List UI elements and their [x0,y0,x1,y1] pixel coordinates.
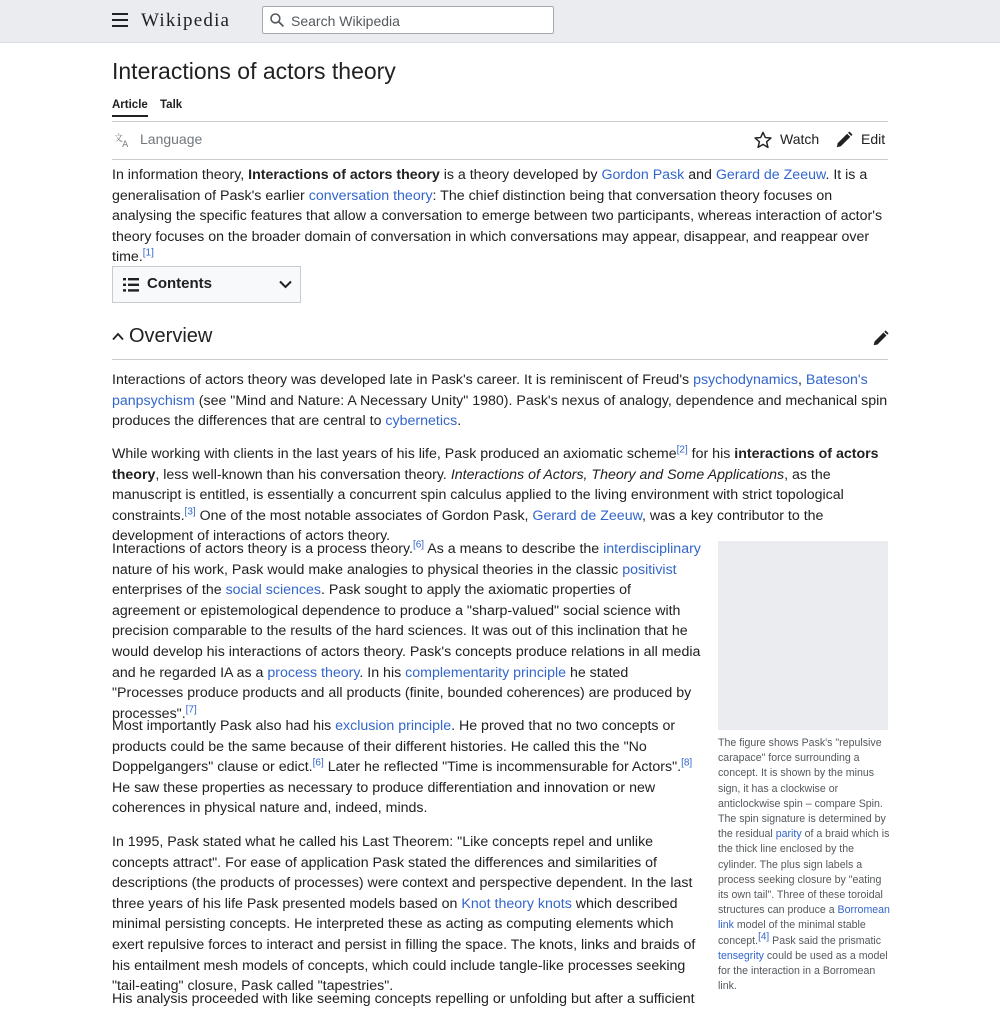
text: for his [687,446,735,462]
page-toolbar [112,121,888,160]
search-icon [269,12,285,28]
text: In 1995, Pask stated what he called his Last Theorem: "Like concepts repel and unlike concepts attract". For ease of application Pask stated the differences and similarities of descriptions (the products of processes) were context and perspective dependent. In the last three years of his life Pask presented models based on [112,834,693,912]
link-batesons-panpsychism[interactable]: Bateson's panpsychism [112,372,868,409]
section-title: Overview [129,325,213,347]
contents-toggle[interactable] [112,266,301,303]
link-borromean-link[interactable]: Borromean link [718,904,890,932]
text: nature of his work, Pask would make analogies to physical theories in the classic [112,561,623,578]
watch-button[interactable] [754,131,819,149]
link-cybernetics[interactable]: cybernetics [385,413,458,430]
text: enterprises of the [112,582,226,599]
text: Pask said the prismatic [769,934,882,947]
text: , was a key contributor to the development of interactions of actors theory. [112,507,824,545]
text: While working with clients in the last years of his life, Pask produced an axiomatic scheme [112,446,677,462]
reference-link[interactable]: [6] [312,757,324,769]
link-gerard-de-zeeuw[interactable]: Gerard de Zeeuw [715,167,826,183]
link-positivist[interactable]: positivist [622,561,677,578]
text: is a theory developed by [439,167,602,183]
main-menu-button[interactable] [112,13,128,27]
text: As a means to describe the [424,541,604,557]
figure-caption [718,736,890,994]
text: : The chief distinction being that conversation theory focuses on analysing the specific features that allow a conversation to emerge between two participants, whereas interaction of actor's theory focuses on the broader domain of conversation in which conversations may appear, disappear, and reappear over time. [112,187,883,266]
text: . In his [359,664,406,681]
reference-link[interactable]: [3] [184,506,196,518]
reference-link[interactable]: [7] [185,704,197,716]
chevron-up-icon[interactable] [112,332,124,341]
link-psychodynamics[interactable]: psychodynamics [693,372,798,388]
link-tensegrity[interactable]: tensegrity [718,949,764,962]
search-box[interactable] [262,6,554,34]
link-parity[interactable]: parity [775,828,802,841]
chevron-down-icon [279,280,292,289]
text: of a braid which is the thick line enclosed by the cylinder. The plus sign labels a process seeking closure by "eating its own tail". Three of these toroidal structures can produce a [718,828,890,917]
page-tabs [112,99,888,122]
text: . It is a generalisation of Pask's earlier [112,167,868,204]
text: could be used as a model for the interaction in a Borromean link. [718,949,888,993]
text: His analysis proceeded with like seeming concepts repelling or unfolding but after a sufficient [112,991,695,1007]
link-complementarity-principle[interactable]: complementarity principle [405,664,566,681]
language-button[interactable] [114,131,202,148]
overview-paragraph-4 [112,716,702,819]
menu-line [112,13,128,15]
watch-label: Watch [780,131,820,147]
bold-term: Interactions of actors theory [248,167,440,183]
text: Later he reflected "Time is incommensurable for Actors". [323,759,682,776]
overview-paragraph-2 [112,444,888,547]
link-exclusion-principle[interactable]: exclusion principle [335,718,452,734]
link-interdisciplinary[interactable]: interdisciplinary [603,541,701,557]
edit-button[interactable] [835,131,885,149]
text: The figure shows Pask's "repulsive carapace" force surrounding a concept. It is shown by the minus sign, it has a clockwise or anticlockwise spin – compare Spin. The spin signature is determined by the residual [718,737,886,841]
overview-paragraph-5 [112,832,702,997]
text: which described minimal persisting concepts. He interpreted these as acting as computing elements which exert repulsive forces to interact and persist in filling the space. The knots, links and braids of his entailment mesh models of concepts, which could include tangle-like processes seeking "tail-eating" closure, Pask called "tapestries". [112,895,696,995]
overview-paragraph-1 [112,370,888,432]
bold-term: interactions of actors theory [112,446,879,483]
link-gordon-pask[interactable]: Gordon Pask [601,167,685,183]
text: In information theory, [112,167,249,183]
text: . He proved that no two concepts or products could be the same because of their different histories. He called this the "No Doppelgangers" clause or edict. [112,718,676,776]
text: , as the manuscript is entitled, is essentially a concurrent spin calculus applied to the living environment with strict topological constraints. [112,466,844,524]
star-icon [754,131,772,149]
link-conversation-theory[interactable]: conversation theory [308,187,433,204]
reference-link[interactable]: [1] [142,247,154,259]
link-gerard-de-zeeuw[interactable]: Gerard de Zeeuw [532,507,643,524]
wikipedia-wordmark[interactable]: Wikipedia [141,10,231,31]
reference-link[interactable]: [4] [758,931,770,943]
svg-text:文: 文 [114,134,123,145]
tab-article[interactable]: Article [112,99,148,117]
contents-label: Contents [147,275,212,292]
overview-paragraph-3 [112,539,702,724]
text: , [797,372,806,388]
text: , less well-known than his conversation theory. [155,466,451,483]
language-icon [114,132,132,148]
edit-label: Edit [861,131,886,147]
manuscript-title: Interactions of Actors, Theory and Some Applications [450,466,785,483]
text: (see "Mind and Nature: A Necessary Unity" 1980). Pask's nexus of analogy, dependence and mechanical spin produces the differences that are central to [112,392,888,430]
section-edit-icon[interactable] [872,330,889,347]
text: and [684,167,716,183]
reference-link[interactable]: [6] [412,539,425,551]
section-heading-overview [112,322,888,360]
language-label: Language [140,131,203,147]
link-social-sciences[interactable]: social sciences [225,582,321,599]
link-process-theory[interactable]: process theory [267,664,360,681]
list-icon [123,278,139,292]
top-bar [0,0,1000,43]
search-input[interactable] [289,10,548,32]
link-knot-theory[interactable]: Knot theory knots [461,895,572,912]
text: . Pask sought to apply the axiomatic properties of agreement or epistemological dependence to produce a "sharp-valued" social science with precision comparable to the results of the hard sciences. It was out of this inclination that he would develop his interactions of actors theory. Pask's concepts produce relations in all media and he regarded IA as a [112,582,701,681]
reference-link[interactable]: [8] [681,757,693,769]
menu-line [112,25,128,27]
menu-line [112,19,128,21]
figure-image[interactable] [718,541,888,730]
tab-talk[interactable]: Talk [160,99,183,111]
overview-paragraph-6 [112,989,702,1010]
text: He saw these properties as necessary to produce differentiation and innovation or new coherences in physical nature and, indeed, minds. [112,779,656,817]
page-title: Interactions of actors theory [112,58,396,84]
text: Interactions of actors theory is a process theory. [112,541,413,557]
reference-link[interactable]: [2] [676,444,688,456]
text: he stated "Processes produce products and all products (finite, bounded coherences) are produced by processes". [112,664,692,722]
svg-text:A: A [122,140,129,149]
intro-paragraph [112,165,888,268]
text: Most importantly Pask also had his [112,718,336,734]
text: model of the minimal stable concept. [718,919,866,947]
text: Interactions of actors theory was developed late in Pask's career. It is reminiscent of Freud's [112,372,694,388]
text: . [457,413,462,430]
pencil-icon [835,131,853,149]
text: One of the most notable associates of Gordon Pask, [195,507,533,524]
